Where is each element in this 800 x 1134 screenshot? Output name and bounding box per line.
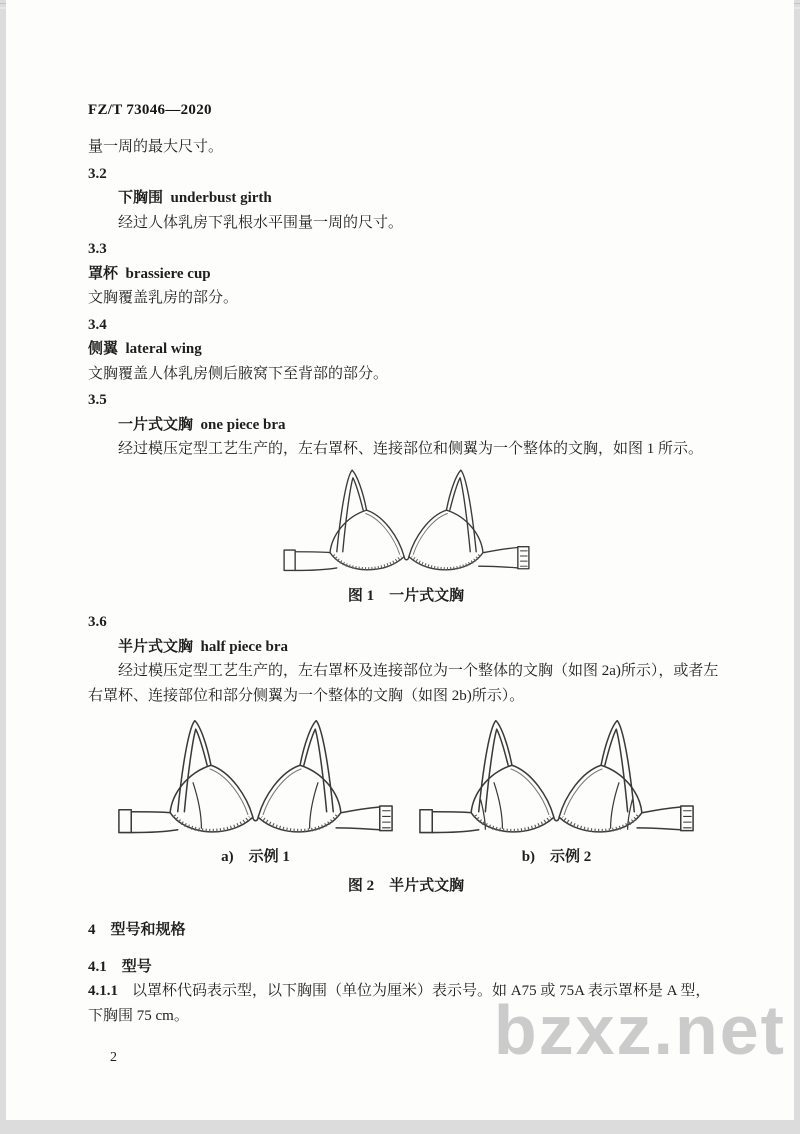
figure-2a-label: a) 示例 1 bbox=[221, 849, 290, 865]
clause-3-2-number: 3.2 bbox=[88, 165, 107, 182]
page-number: 2 bbox=[110, 1050, 117, 1065]
figure-2-row bbox=[88, 712, 724, 870]
figure-2b-label: b) 示例 2 bbox=[521, 849, 592, 865]
document-page bbox=[6, 0, 794, 1120]
watermark-text: bzxz.net bbox=[493, 991, 786, 1069]
term-lateral-wing: 侧翼 lateral wing bbox=[88, 341, 202, 357]
figure-2b-bra-illustration bbox=[414, 714, 699, 843]
definition-brassiere-cup: 文胸覆盖乳房的部分。 bbox=[88, 290, 239, 306]
clause-4-1-1-number: 4.1.1 bbox=[88, 983, 118, 999]
clause-3-4-number: 3.4 bbox=[88, 316, 107, 333]
section-4-1-heading: 4.1 型号 bbox=[88, 958, 152, 975]
figure-2a bbox=[113, 712, 398, 870]
figure-1-caption: 图 1 一片式文胸 bbox=[347, 587, 465, 604]
term-half-piece-bra: 半片式文胸 half piece bra bbox=[118, 638, 288, 655]
page-content bbox=[6, 119, 794, 1071]
figure-2b bbox=[414, 712, 699, 870]
clause-3-5-number: 3.5 bbox=[88, 392, 107, 408]
carryover-line: 量一周的最大尺寸。 bbox=[88, 139, 224, 155]
definition-half-piece-bra: 经过模压定型工艺生产的，左右罩杯及连接部位为一个整体的文胸（如图 2a)所示），或者左右罩杯、连接部位和部分侧翼为一个整体的文胸（如图 2b)所示）。 bbox=[88, 663, 719, 704]
figure-2a-bra-illustration bbox=[113, 714, 398, 843]
clause-3-6-number: 3.6 bbox=[88, 614, 107, 630]
term-one-piece-bra: 一片式文胸 one piece bra bbox=[118, 416, 286, 433]
clause-4-1-1 bbox=[88, 979, 724, 1028]
definition-one-piece-bra: 经过模压定型工艺生产的，左右罩杯、连接部位和侧翼为一个整体的文胸，如图 1 所示。 bbox=[118, 441, 704, 457]
clause-3-3-number: 3.3 bbox=[88, 241, 107, 257]
section-4-heading: 4 型号和规格 bbox=[88, 922, 186, 938]
term-underbust-girth: 下胸围 underbust girth bbox=[118, 190, 272, 206]
doc-code-header: FZ/T 73046—2020 bbox=[88, 102, 212, 118]
definition-lateral-wing: 文胸覆盖人体乳房侧后腋窝下至背部的部分。 bbox=[88, 365, 389, 382]
figure-1 bbox=[88, 464, 724, 609]
clause-4-1-1-text: 以罩杯代码表示型，以下胸围（单位为厘米）表示号。如 A75 或 75A 表示罩杯是 A 型，下胸围 75 cm。 bbox=[88, 983, 711, 1024]
figure-2-caption: 图 2 半片式文胸 bbox=[347, 877, 465, 894]
term-brassiere-cup: 罩杯 brassiere cup bbox=[88, 265, 211, 282]
figure-1-one-piece-bra-illustration bbox=[279, 464, 534, 580]
figure-2 bbox=[88, 712, 724, 898]
definition-underbust-girth: 经过人体乳房下乳根水平围量一周的尺寸。 bbox=[118, 214, 404, 231]
